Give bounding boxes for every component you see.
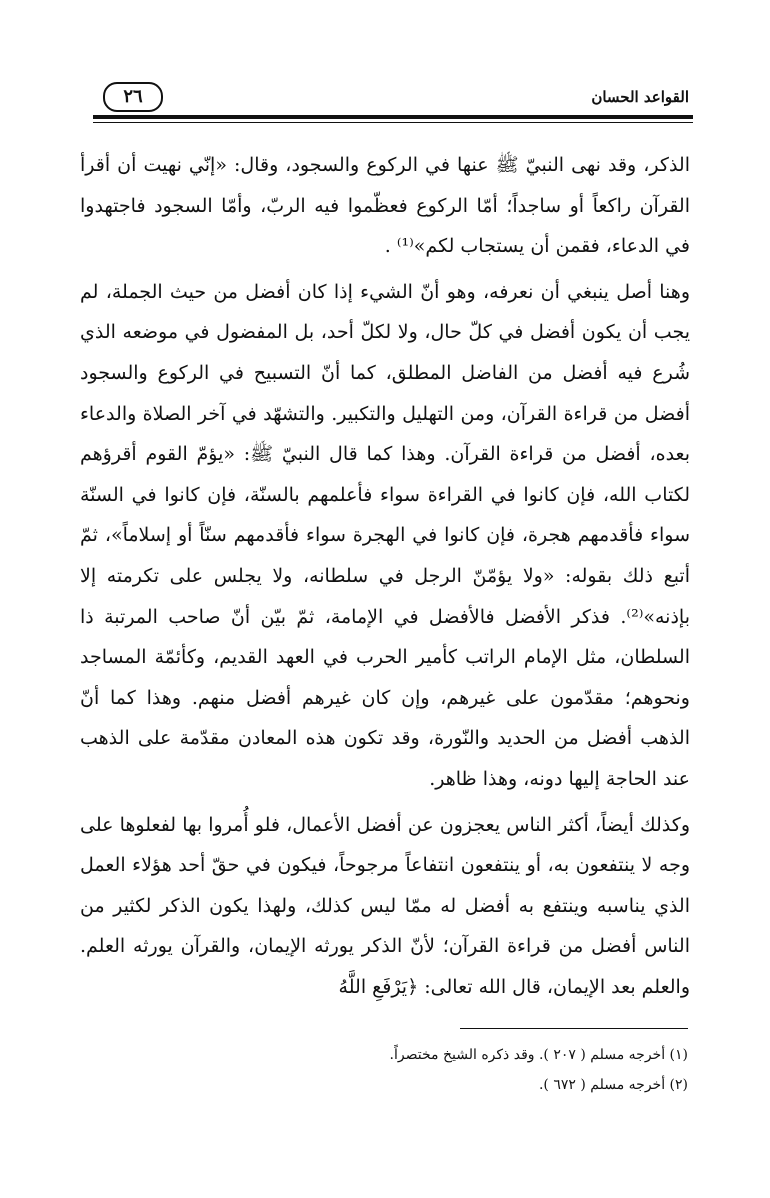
footnotes [200, 1040, 688, 1100]
header-rule-thick [93, 115, 693, 119]
book-title: القواعد الحسان [591, 88, 689, 106]
footnote: (١) أخرجه مسلم ( ٢٠٧ ). وقد ذكره الشيخ مختصراً. [389, 1047, 688, 1063]
running-header [93, 82, 693, 116]
footnote-separator [460, 1028, 688, 1029]
footnote: (٢) أخرجه مسلم ( ٦٧٢ ). [538, 1077, 688, 1093]
paragraph: وهنا أصل ينبغي أن نعرفه، وهو أنّ الشيء إذا كان أفضل من حيث الجملة، لم يجب أن يكون أفضل في كلّ حال، ولا لكلّ أحد، بل المفضول في موضعه الذي شُرع فيه أفضل من الفاضل المطلق، كما أنّ التسبيح في الركوع والسجود أفضل من قراءة القرآن، ومن التهليل والتكبير. والتشهّد في آخر الصلاة والدعاء بعده، أفضل من قراءة القرآن. وهذا كما قال النبيّ ﷺ: «يؤمّ القوم أقرؤهم لكتاب الله، فإن كانوا في القراءة سواء فأعلمهم بالسنّة، فإن كانوا في السنّة سواء فأقدمهم هجرة، فإن كانوا في الهجرة سواء فأقدمهم سنّاً أو إسلاماً»، ثمّ أتبع ذلك بقوله: «ولا يؤمّنّ الرجل في سلطانه، ولا يجلس على تكرمته إلا بإذنه»⁽²⁾. فذكر الأفضل فالأفضل في الإمامة، ثمّ بيّن أنّ صاحب المرتبة ذا السلطان، مثل الإمام الراتب كأمير الحرب في العهد القديم، وكأئمّة المساجد ونحوهم؛ مقدّمون على غيرهم، وإن كان غيرهم أفضل منهم. وهذا كما أنّ الذهب أفضل من الحديد والنّورة، وقد تكون هذه المعادن مقدّمة على الذهب عند الحاجة إليها دونه، وهذا ظاهر. [80, 280, 690, 790]
paragraph: وكذلك أيضاً، أكثر الناس يعجزون عن أفضل الأعمال، فلو أُمروا بها لفعلوها على وجه لا ينتفعون به، أو ينتفعون انتفاعاً مرجوحاً، فيكون في حقّ أحد هؤلاء العمل الذي يناسبه وينتفع به أفضل له ممّا ليس كذلك، ولهذا يكون الذكر لكثير من الناس أفضل من قراءة القرآن؛ لأنّ الذكر يورثه الإيمان، والقرآن يورثه العلم. والعلم بعد الإيمان، قال الله تعالى: ﴿يَرْفَعِ اللَّهُ [80, 813, 690, 998]
paragraph: الذكر، وقد نهى النبيّ ﷺ عنها في الركوع والسجود، وقال: «إنّي نهيت أن أقرأ القرآن راكعاً أو ساجداً؛ أمّا الركوع فعظّموا فيه الربّ، وأمّا السجود فاجتهدوا في الدعاء، فقمن أن يستجاب لكم»⁽¹⁾ . [80, 154, 690, 258]
body-text [80, 145, 690, 1007]
page-number-badge: ٢٦ [103, 82, 163, 112]
header-rule-thin [93, 122, 693, 123]
